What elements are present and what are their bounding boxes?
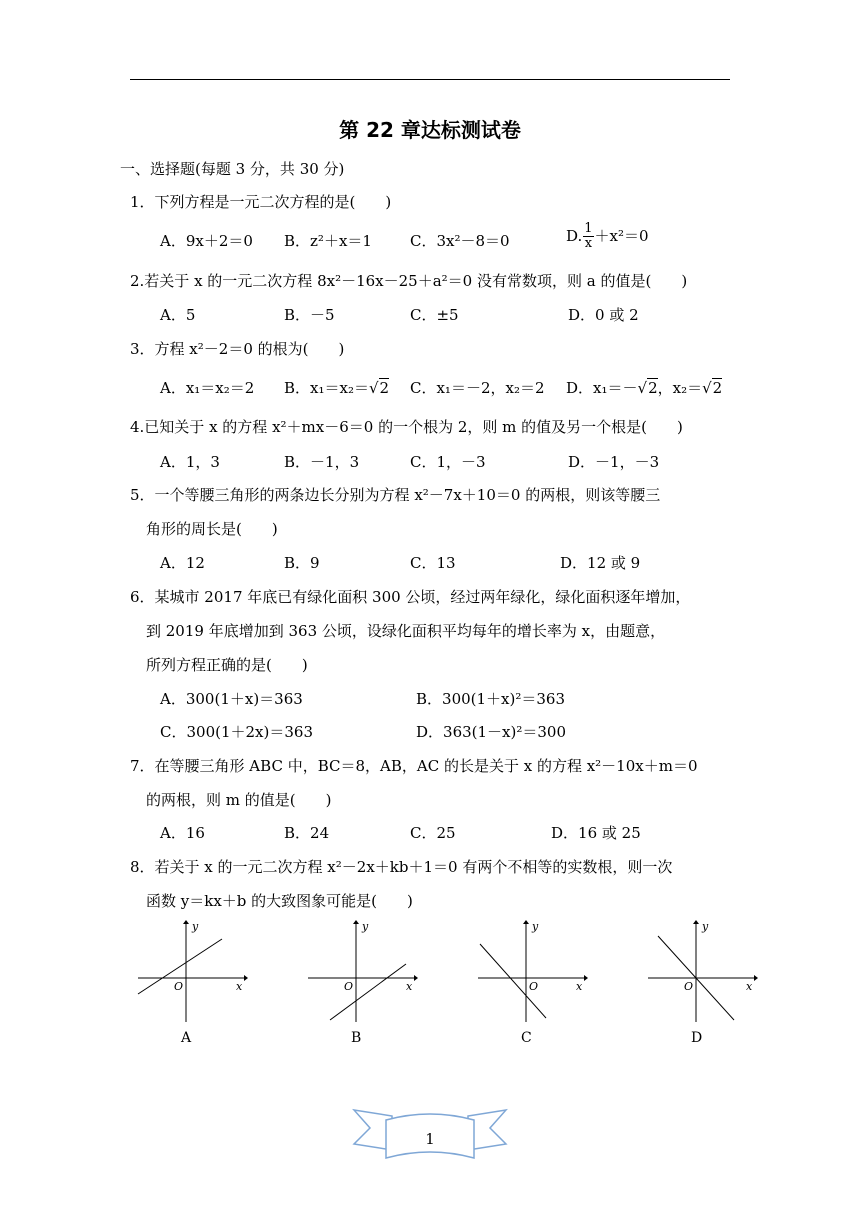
q6-option-a: A．300(1＋x)＝363: [160, 690, 303, 708]
q6-option-b: B．300(1＋x)²＝363: [416, 690, 566, 708]
q5-stem-line1: 5．一个等腰三角形的两条边长分别为方程 x²－7x＋10＝0 的两根，则该等腰三: [130, 486, 661, 504]
q7-option-b: B．24: [284, 824, 330, 842]
q5-option-b: B．9: [284, 554, 320, 572]
y-axis-arrow: [183, 920, 189, 924]
q7-option-a: A．16: [160, 824, 205, 842]
y-axis-label: y: [702, 920, 709, 933]
origin-label: O: [344, 980, 354, 993]
q8-graph-b: [302, 918, 418, 1026]
q1-stem: 1．下列方程是一元二次方程的是( ): [130, 193, 392, 211]
radicand: 2: [648, 379, 658, 397]
q3-option-b: [284, 377, 389, 398]
q5-option-d: D．12 或 9: [560, 554, 641, 572]
x-axis-label: x: [236, 980, 243, 993]
q6-option-c: C．300(1＋2x)＝363: [160, 723, 313, 741]
y-axis-arrow: [693, 920, 699, 924]
q4-option-c: C．1，－3: [410, 453, 486, 471]
q3-option-b-prefix: B．x₁＝x₂＝: [284, 379, 369, 397]
q8-graph-d: [642, 918, 758, 1026]
q2-option-a: A．5: [160, 306, 196, 324]
x-axis-label: x: [746, 980, 753, 993]
y-axis-arrow: [523, 920, 529, 924]
x-axis-arrow: [244, 975, 248, 981]
page-title: 第 22 章达标测试卷: [339, 118, 521, 142]
q1-option-d-prefix: D.: [566, 226, 583, 245]
q4-stem: 4.已知关于 x 的方程 x²＋mx－6＝0 的一个根为 2，则 m 的值及另一个根是( ): [130, 418, 683, 436]
q8-stem-line1: 8．若关于 x 的一元二次方程 x²－2x＋kb＋1＝0 有两个不相等的实数根，则一次: [130, 858, 673, 876]
x-axis-arrow: [414, 975, 418, 981]
q3-option-d-prefix: D．x₁＝－: [566, 379, 638, 397]
y-axis-label: y: [532, 920, 539, 933]
q6-stem-line2: 到 2019 年底增加到 363 公顷，设绿化面积平均每年的增长率为 x，由题意，: [146, 622, 666, 640]
x-axis-arrow: [754, 975, 758, 981]
sqrt-sign: √2: [702, 379, 723, 397]
q5-option-c: C．13: [410, 554, 456, 572]
q6-option-d: D．363(1－x)²＝300: [416, 723, 567, 741]
q1-option-c: C．3x²－8＝0: [410, 232, 510, 250]
x-axis-label: x: [576, 980, 583, 993]
q5-stem-line2: 角形的周长是( ): [146, 520, 278, 538]
y-axis-label: y: [362, 920, 369, 933]
q1-option-a: A．9x＋2＝0: [160, 232, 253, 250]
top-rule: [130, 79, 730, 80]
x-axis-label: x: [406, 980, 413, 993]
q2-option-b: B．－5: [284, 306, 335, 324]
q7-option-d: D．16 或 25: [551, 824, 641, 842]
q8-stem-line2: 函数 y＝kx＋b 的大致图象可能是( ): [146, 892, 413, 910]
q2-option-d: D．0 或 2: [568, 306, 639, 324]
q6-stem-line1: 6．某城市 2017 年底已有绿化面积 300 公顷，经过两年绿化，绿化面积逐年增加，: [130, 588, 691, 606]
q6-stem-line3: 所列方程正确的是( ): [146, 656, 308, 674]
fraction-numerator: 1: [584, 221, 593, 236]
q5-option-a: A．12: [160, 554, 205, 572]
q3-option-c: C．x₁＝－2，x₂＝2: [410, 379, 545, 397]
q4-option-b: B．－1，3: [284, 453, 360, 471]
q7-option-c: C．25: [410, 824, 456, 842]
q4-option-a: A．1，3: [160, 453, 220, 471]
page-number: 1: [425, 1130, 435, 1148]
q7-stem-line2: 的两根，则 m 的值是( ): [146, 791, 332, 809]
q4-option-d: D．－1，－3: [568, 453, 660, 471]
y-axis-label: y: [192, 920, 199, 933]
section-heading: 一、选择题(每题 3 分，共 30 分): [120, 160, 345, 178]
q8-graph-c: [472, 918, 588, 1026]
q8-graph-c-label: C: [521, 1030, 532, 1046]
sqrt-sign: √2: [368, 379, 390, 397]
origin-label: O: [684, 980, 694, 993]
q1-option-d-suffix: ＋x²＝0: [594, 226, 649, 245]
q3-stem: 3．方程 x²－2＝0 的根为( ): [130, 340, 345, 358]
q2-stem: 2.若关于 x 的一元二次方程 8x²－16x－25＋a²＝0 没有常数项，则 a 的值是( ): [130, 272, 688, 290]
q1-option-b: B．z²＋x＝1: [284, 232, 372, 250]
x-axis-arrow: [584, 975, 588, 981]
q3-option-a: A．x₁＝x₂＝2: [160, 379, 255, 397]
q2-option-c: C．±5: [410, 306, 459, 324]
q3-option-d: [566, 377, 722, 398]
q1-option-d-fraction: [583, 222, 593, 252]
q3-option-d-mid: ，x₂＝: [657, 379, 703, 397]
q8-graph-a: [132, 918, 248, 1026]
radicand: 2: [712, 379, 723, 397]
q1-option-d: [566, 222, 649, 252]
fraction-denominator: x: [584, 236, 593, 252]
origin-label: O: [174, 980, 184, 993]
q7-stem-line1: 7．在等腰三角形 ABC 中，BC＝8，AB，AC 的长是关于 x 的方程 x²－10x＋m＝0: [130, 757, 698, 775]
y-axis-arrow: [353, 920, 359, 924]
q8-graph-a-label: A: [181, 1030, 192, 1046]
sqrt-sign: √2: [637, 379, 658, 397]
q8-graph-b-label: B: [351, 1030, 362, 1046]
origin-label: O: [529, 980, 539, 993]
graph-line: [330, 964, 406, 1020]
radicand: 2: [379, 379, 390, 397]
q8-graph-d-label: D: [691, 1030, 703, 1046]
